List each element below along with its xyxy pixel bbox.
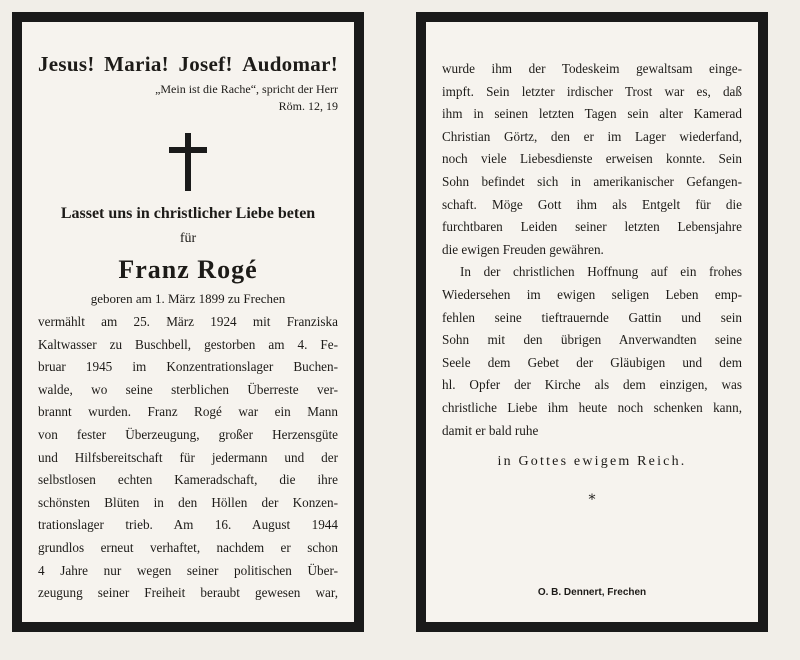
printer-imprint: O. B. Dennert, Frechen bbox=[537, 587, 647, 598]
text-line: schönsten Blüten in den Höllen der Konzen- bbox=[38, 494, 338, 510]
star-ornament: * bbox=[588, 492, 596, 509]
invocation-word: Maria! bbox=[104, 52, 169, 76]
text-line: In der christlichen Hoffnung auf ein frohes bbox=[460, 264, 742, 280]
text-line: damit er bald ruhe bbox=[442, 422, 539, 438]
invocation-word: Audomar! bbox=[242, 52, 338, 76]
text-line: bruar 1945 im Konzentrationslager Buchen- bbox=[38, 359, 338, 375]
text-line: 4 Jahre nur wegen seiner politischen Über- bbox=[38, 562, 338, 578]
right-body-text bbox=[442, 58, 742, 442]
birth-line: geboren am 1. März 1899 zu Frechen bbox=[90, 291, 286, 306]
quote-reference: Röm. 12, 19 bbox=[278, 99, 338, 113]
text-line: fehlen seine tieftrauernde Gattin und sein bbox=[442, 309, 742, 325]
text-line: furchtbaren Leiden seiner letzten Lebensjahre bbox=[442, 219, 742, 235]
left-body-text bbox=[38, 311, 338, 605]
text-line: wurde ihm der Todeskeim gewaltsam einge- bbox=[442, 61, 742, 76]
invocation-word: Josef! bbox=[178, 52, 233, 76]
text-line: Sohn befindet sich in amerikanischer Gefangen- bbox=[442, 173, 742, 189]
text-line: impft. Sein letzter irdischer Trost war es, daß bbox=[442, 83, 742, 99]
prayer-line: Lasset uns in christlicher Liebe beten bbox=[60, 205, 316, 222]
text-line: trationslager trieb. Am 16. August 1944 bbox=[38, 517, 338, 533]
bible-quote bbox=[38, 81, 338, 115]
right-card bbox=[416, 12, 768, 632]
text-line: zeugung seiner Freiheit beraubt gewesen war, bbox=[38, 585, 338, 601]
text-line: Wiedersehen im ewigen seligen Leben emp- bbox=[442, 286, 742, 302]
text-line: walde, wo seine sterblichen Überreste ver- bbox=[38, 381, 338, 397]
text-line: vermählt am 25. März 1924 mit Franziska bbox=[38, 314, 338, 329]
left-card bbox=[12, 12, 364, 632]
text-line: die ewigen Freuden gewähren. bbox=[442, 241, 604, 257]
for-word: für bbox=[179, 231, 197, 246]
closing-line: in Gottes ewigem Reich. bbox=[497, 454, 687, 470]
quote-text: „Mein ist die Rache“, spricht der Herr bbox=[155, 82, 338, 96]
invocation-word: Jesus! bbox=[38, 52, 95, 76]
text-line: grundlos erneut verhaftet, nachdem er schon bbox=[38, 539, 338, 555]
text-line: von fester Überzeugung, großer Herzensgüte bbox=[38, 426, 338, 442]
text-line: Kaltwasser zu Buschbell, gestorben am 4. Fe- bbox=[38, 336, 338, 352]
text-line: selbstlosen echten Kameradschaft, die ihre bbox=[38, 472, 338, 488]
text-line: ihm in seinen letzten Tagen sein alter Kamerad bbox=[442, 106, 742, 122]
text-line: schaft. Möge Gott ihm als Entgelt für die bbox=[442, 196, 742, 212]
text-line: Christian Görtz, den er im Lager wiederfand, bbox=[442, 128, 742, 144]
invocation-heading bbox=[38, 52, 338, 77]
cross-icon bbox=[169, 133, 207, 191]
text-line: noch viele Liebesdienste erweisen konnte. Sein bbox=[442, 151, 742, 167]
text-line: brannt wurden. Franz Rogé war ein Mann bbox=[38, 404, 338, 420]
text-line: und Hilfsbereitschaft für jedermann und der bbox=[38, 449, 338, 465]
deceased-name: Franz Rogé bbox=[118, 255, 258, 284]
text-line: Seele dem Gebet der Gläubigen und dem bbox=[442, 354, 742, 370]
text-line: hl. Opfer der Kirche als dem einzigen, was bbox=[442, 377, 742, 393]
text-line: christliche Liebe ihm heute noch schenken kann, bbox=[442, 399, 742, 415]
text-line: Sohn mit den übrigen Anverwandten seine bbox=[442, 332, 742, 348]
